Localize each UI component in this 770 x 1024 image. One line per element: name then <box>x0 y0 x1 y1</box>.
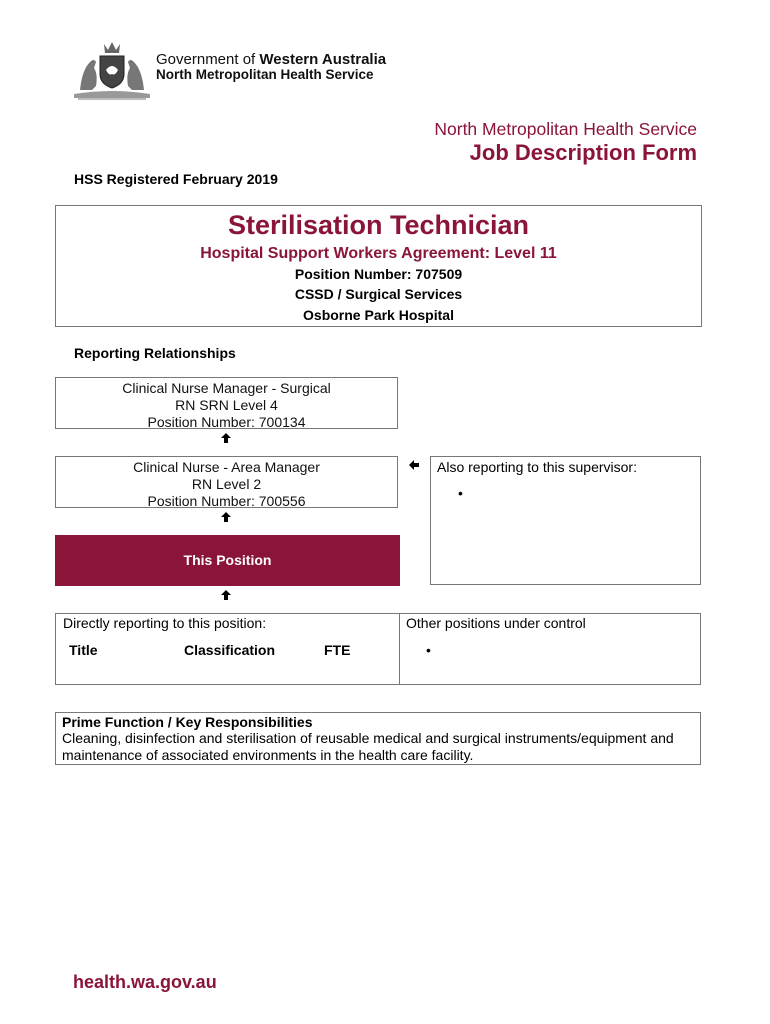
arrow-up-icon <box>220 432 232 444</box>
supervisor-level: RN Level 2 <box>191 476 262 492</box>
manager-level: RN SRN Level 4 <box>175 397 278 413</box>
form-title: Job Description Form <box>469 140 697 165</box>
position-number: Position Number: 707509 <box>294 266 463 282</box>
supervisor-number: Position Number: 700556 <box>147 493 306 509</box>
arrow-up-icon <box>220 511 232 523</box>
registered-date: HSS Registered February 2019 <box>74 171 278 187</box>
prime-function-heading: Prime Function / Key Responsibilities <box>62 714 313 730</box>
prime-function-text: Cleaning, disinfection and sterilisation of reusable medical and surgical instruments/equipment and maintenance of associated environments in the health care facility. <box>62 730 674 763</box>
manager-number: Position Number: 700134 <box>147 414 306 430</box>
other-positions-bullet: • <box>426 642 431 658</box>
footer-url-link[interactable]: health.wa.gov.au <box>73 972 217 992</box>
column-fte: FTE <box>324 642 351 658</box>
reporting-heading: Reporting Relationships <box>74 345 236 361</box>
arrow-up-icon <box>220 589 232 601</box>
also-reporting-box <box>430 456 701 585</box>
column-divider <box>399 614 400 684</box>
column-classification: Classification <box>184 642 276 658</box>
position-department: CSSD / Surgical Services <box>294 286 463 302</box>
prime-function-box <box>55 712 701 765</box>
position-title: Sterilisation Technician <box>227 210 530 240</box>
direct-reports-label: Directly reporting to this position: <box>63 615 267 631</box>
this-position-box: This Position <box>55 535 400 586</box>
wa-coat-of-arms-icon <box>72 40 152 102</box>
position-agreement: Hospital Support Workers Agreement: Level 11 <box>200 245 557 262</box>
health-service-name: North Metropolitan Health Service <box>156 67 374 82</box>
manager-box <box>55 377 398 429</box>
supervisor-title: Clinical Nurse - Area Manager <box>133 459 320 475</box>
manager-title: Clinical Nurse Manager - Surgical <box>122 380 331 396</box>
other-positions-label: Other positions under control <box>406 615 586 631</box>
position-hospital: Osborne Park Hospital <box>303 307 454 323</box>
also-reporting-label: Also reporting to this supervisor: <box>437 459 637 475</box>
position-title-box <box>55 205 702 327</box>
also-reporting-bullet: • <box>458 485 463 501</box>
arrow-left-icon <box>408 459 420 471</box>
column-title: Title <box>69 642 98 658</box>
government-name: Government of Western Australia <box>156 51 387 68</box>
direct-reports-box <box>55 613 701 685</box>
supervisor-box <box>55 456 398 508</box>
org-name: North Metropolitan Health Service <box>434 119 697 139</box>
